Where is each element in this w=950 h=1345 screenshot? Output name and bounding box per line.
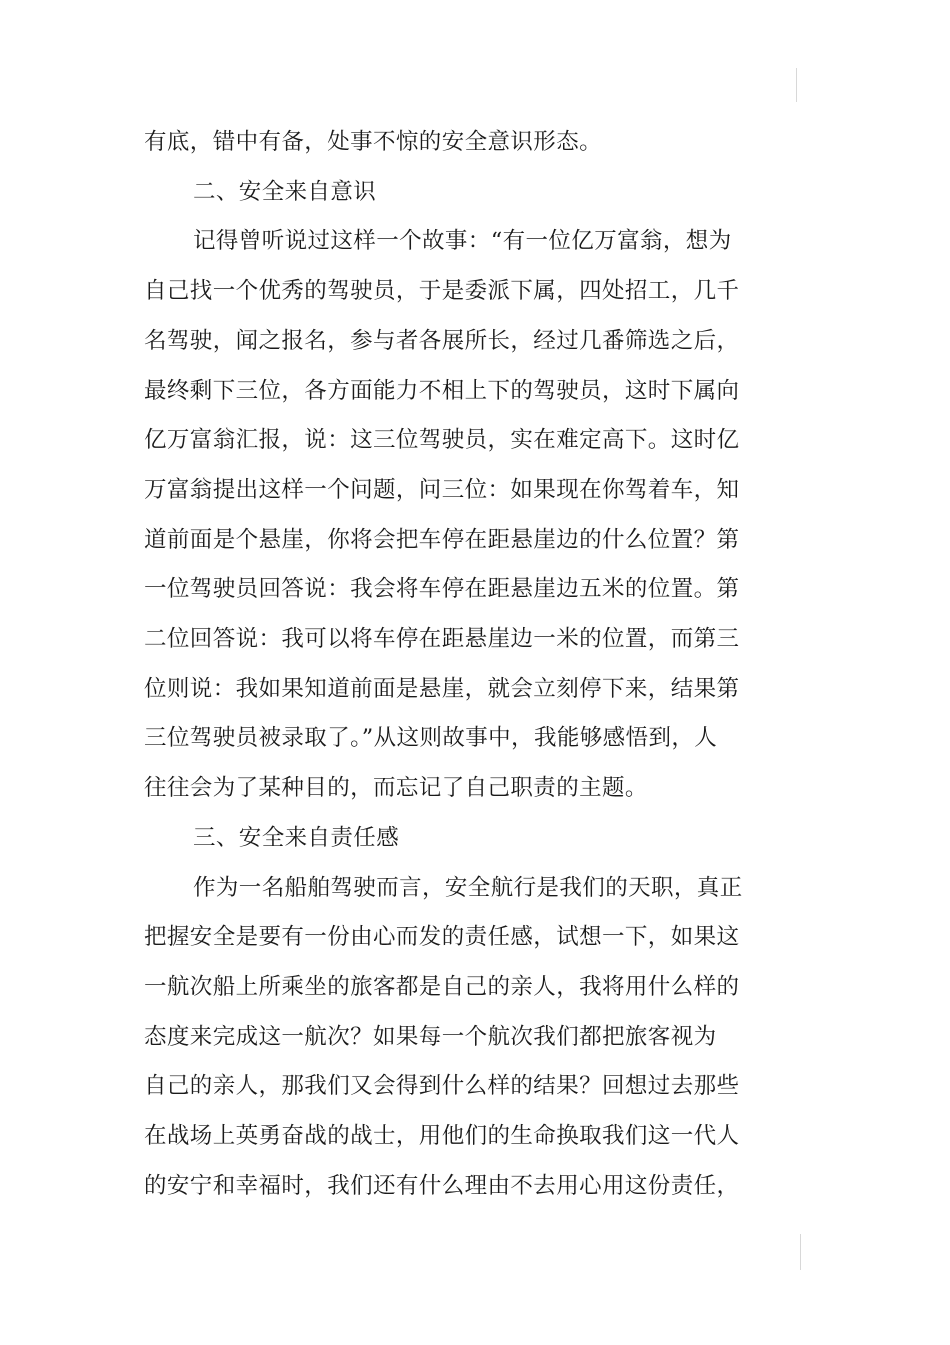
text-line: 态度来完成这一航次？如果每一个航次我们都把旅客视为 [144, 1024, 717, 1050]
text-line: 往往会为了某种目的，而忘记了自己职责的主题。 [144, 775, 648, 801]
text-line: 有底，错中有备，处事不惊的安全意识形态。 [144, 129, 603, 155]
text-line: 万富翁提出这样一个问题，问三位：如果现在你驾着车，知 [144, 477, 740, 503]
text-line: 道前面是个悬崖，你将会把车停在距悬崖边的什么位置？第 [144, 527, 740, 553]
text-line: 自己的亲人，那我们又会得到什么样的结果？回想过去那些 [144, 1073, 740, 1099]
text-line: 自己找一个优秀的驾驶员，于是委派下属，四处招工，几千 [144, 278, 740, 304]
text-line: 名驾驶，闻之报名，参与者各展所长，经过几番筛选之后， [144, 328, 740, 354]
text-line: 三位驾驶员被录取了。”从这则故事中，我能够感悟到，人 [144, 725, 718, 751]
text-line: 最终剩下三位，各方面能力不相上下的驾驶员，这时下属向 [144, 378, 740, 404]
page-edge-mark-top [796, 68, 797, 102]
text-line: 三、安全来自责任感 [193, 825, 400, 851]
text-line: 二位回答说：我可以将车停在距悬崖边一米的位置，而第三 [144, 626, 740, 652]
text-line: 作为一名船舶驾驶而言，安全航行是我们的天职，真正 [193, 875, 743, 901]
text-line: 位则说：我如果知道前面是悬崖，就会立刻停下来，结果第 [144, 676, 740, 702]
text-line: 把握安全是要有一份由心而发的责任感，试想一下，如果这 [144, 924, 740, 950]
text-line: 二、安全来自意识 [193, 179, 377, 205]
text-line: 记得曾听说过这样一个故事：“有一位亿万富翁，想为 [193, 228, 732, 254]
text-line: 一位驾驶员回答说：我会将车停在距悬崖边五米的位置。第 [144, 576, 740, 602]
text-line: 的安宁和幸福时，我们还有什么理由不去用心用这份责任， [144, 1173, 740, 1199]
text-line: 在战场上英勇奋战的战士，用他们的生命换取我们这一代人 [144, 1123, 740, 1149]
page-edge-mark-bottom [800, 1234, 801, 1270]
text-line: 一航次船上所乘坐的旅客都是自己的亲人，我将用什么样的 [144, 974, 740, 1000]
text-line: 亿万富翁汇报，说：这三位驾驶员，实在难定高下。这时亿 [144, 427, 740, 453]
